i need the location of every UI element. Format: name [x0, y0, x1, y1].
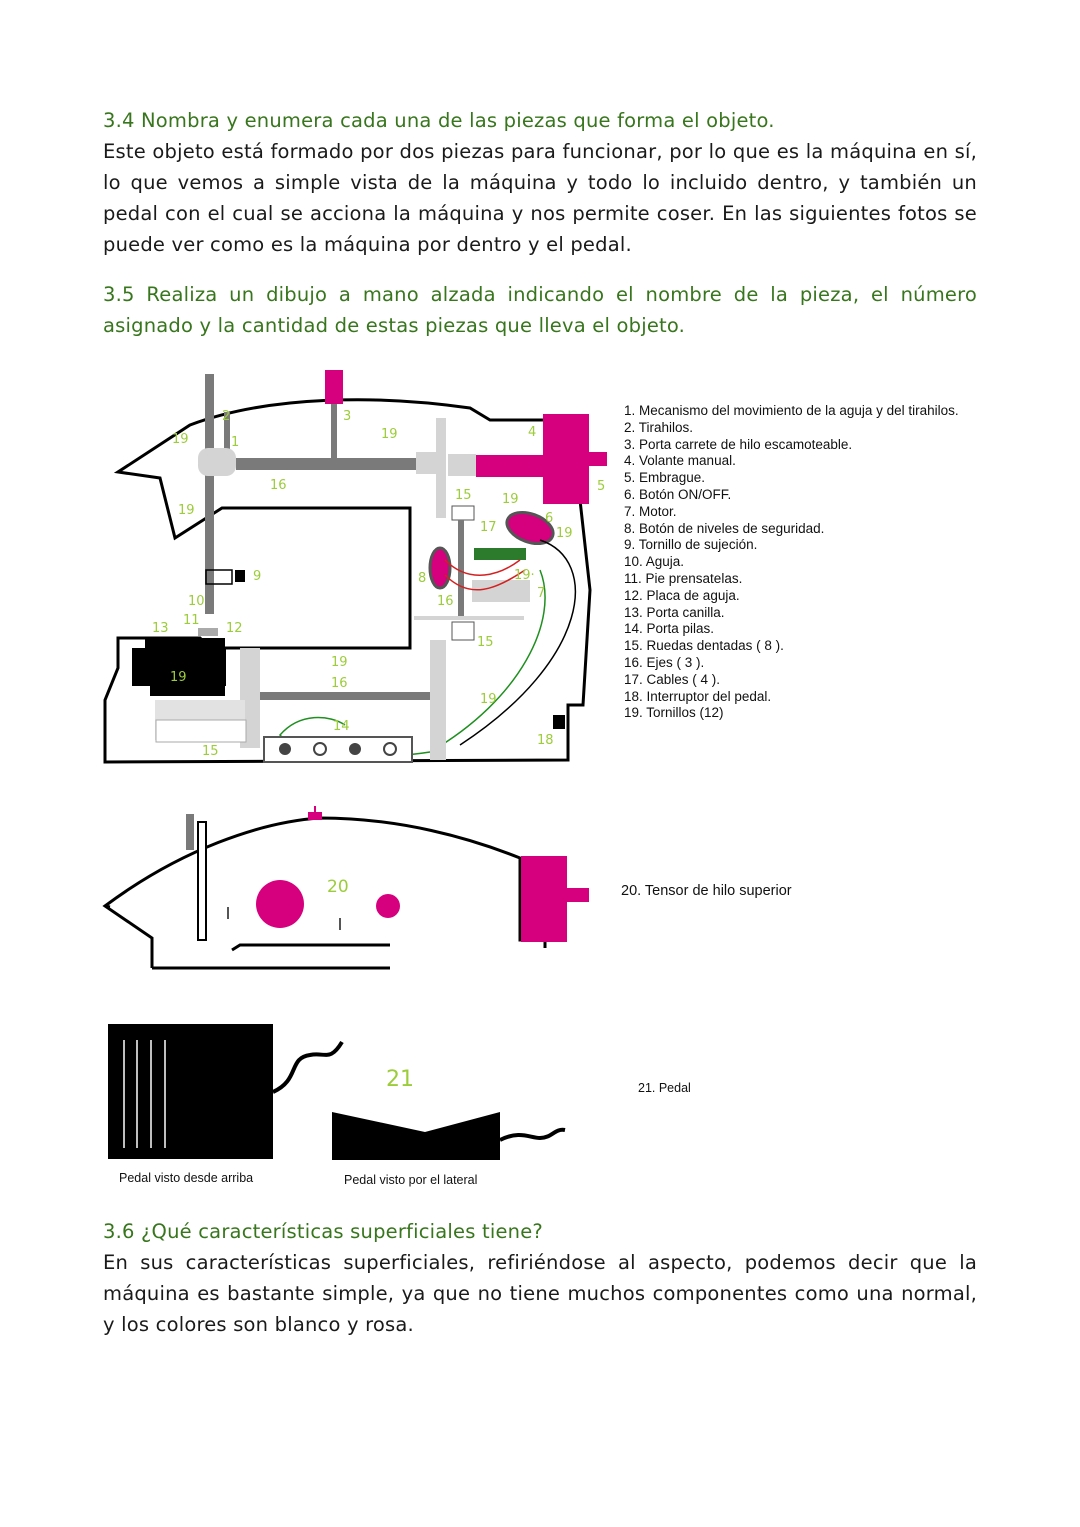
spool-holder-cap: [325, 370, 343, 404]
paragraph-3-4: Este objeto está formado por dos piezas para funcionar, por lo que es la máquina en sí, lo que vemos a simple vista de la máquina y todo lo incluido dentro, y también un pedal con el cual se acciona la máquina y nos permite coser. En las siguientes fotos se puede ver como es la máquina por dentro y el pedal.: [103, 140, 977, 256]
label-11: 11: [183, 613, 200, 628]
heading-3-4: 3.4 Nombra y enumera cada una de las piezas que forma el objeto.: [103, 109, 775, 132]
caption-pedal-top: Pedal visto desde arriba: [119, 1171, 254, 1185]
label-21: 21: [386, 1067, 414, 1092]
label-19c: 19: [178, 503, 195, 518]
legend-item: 10. Aguja.: [624, 554, 685, 570]
legend-item: 13. Porta canilla.: [624, 604, 725, 620]
label-1: 1: [231, 435, 240, 450]
legend-item: 5. Embrague.: [624, 470, 706, 486]
legend-item: 19. Tornillos (12): [624, 705, 724, 721]
label-8: 8: [418, 571, 427, 586]
pedal-top-cable: [273, 1042, 342, 1092]
label-15c: 15: [202, 744, 219, 759]
presser-foot: [198, 628, 218, 636]
legend-item: 7. Motor.: [624, 503, 677, 519]
label-19b: 19: [381, 427, 398, 442]
legend-item: 8. Botón de niveles de seguridad.: [624, 520, 825, 536]
label-18: 18: [537, 733, 554, 748]
legend-item: 4. Volante manual.: [624, 453, 736, 469]
label-20: 20: [327, 877, 349, 897]
thread-tensioner: [256, 880, 304, 928]
label-19h: 19: [480, 692, 497, 707]
exterior-handwheel: [521, 856, 567, 942]
pedal-side-cable: [500, 1130, 565, 1140]
needle-mechanism: [198, 448, 236, 476]
handwheel: [543, 414, 589, 504]
label-19: 19: [172, 432, 189, 447]
axle-top: [236, 458, 418, 470]
caption-pedal-side: Pedal visto por el lateral: [344, 1173, 478, 1187]
parts-legend: [624, 403, 959, 722]
label-17: 17: [480, 520, 497, 535]
label-16b: 16: [331, 676, 348, 691]
heading-3-6: 3.6 ¿Qué características superficiales tiene?: [103, 1220, 543, 1243]
legend-item: 11. Pie prensatelas.: [624, 570, 743, 586]
legend-item: 9. Tornillo de sujeción.: [624, 537, 758, 553]
legend-item: 15. Ruedas dentadas ( 8 ).: [624, 638, 784, 654]
clutch-shaft: [476, 455, 546, 477]
label-12: 12: [226, 621, 243, 636]
legend-21: 21. Pedal: [638, 1081, 691, 1095]
legend-item: 12. Placa de aguja.: [624, 587, 740, 603]
label-2: 2: [222, 409, 231, 424]
legend-item: 18. Interruptor del pedal.: [624, 688, 772, 704]
sewing-machine-interior-diagram: [0, 360, 620, 770]
label-7: 7: [537, 586, 546, 601]
pedal-diagram: [0, 1015, 620, 1165]
pedal-top-view: [108, 1024, 273, 1159]
sewing-machine-exterior-diagram: [0, 800, 620, 980]
label-16c: 16: [437, 594, 454, 609]
label-19e: 19·: [514, 568, 535, 583]
legend-item: 6. Botón ON/OFF.: [624, 486, 732, 502]
exterior-outline: [105, 818, 545, 968]
label-19i: 19: [170, 670, 187, 685]
axle-bottom: [260, 692, 430, 700]
label-19f: 19: [556, 526, 573, 541]
pedal-switch: [553, 715, 565, 729]
pedal-side-view: [332, 1112, 500, 1160]
legend-item: 14. Porta pilas.: [624, 621, 715, 637]
label-3: 3: [343, 409, 352, 424]
label-13: 13: [152, 621, 169, 636]
legend-item: 17. Cables ( 4 ).: [624, 671, 721, 687]
label-15: 15: [455, 488, 472, 503]
label-19d: 19: [502, 492, 519, 507]
label-9: 9: [253, 569, 262, 584]
label-4: 4: [528, 425, 537, 440]
legend-item: 3. Porta carrete de hilo escamoteable.: [624, 436, 853, 452]
label-6: 6: [545, 511, 554, 526]
wire-red: [445, 560, 520, 575]
legend-item: 16. Ejes ( 3 ).: [624, 654, 705, 670]
label-19g: 19: [331, 655, 348, 670]
label-5: 5: [597, 479, 606, 494]
legend-20: 20. Tensor de hilo superior: [621, 883, 792, 899]
legend-item: 2. Tirahilos.: [624, 419, 694, 435]
label-15b: 15: [477, 635, 494, 650]
label-16: 16: [270, 478, 287, 493]
paragraph-3-6: En sus características superficiales, refiriéndose al aspecto, podemos decir que la máquina es bastante simple, ya que no tiene muchos componentes como una normal, y los colores son blanco y rosa.: [103, 1251, 977, 1336]
heading-3-5: 3.5 Realiza un dibujo a mano alzada indicando el nombre de la pieza, el número asignado y la cantidad de estas piezas que lleva el objeto.: [103, 283, 977, 337]
label-14: 14: [333, 719, 350, 734]
label-10: 10: [188, 594, 205, 609]
legend-item: 1. Mecanismo del movimiento de la aguja y del tirahilos.: [624, 403, 959, 418]
safety-level-button: [430, 548, 450, 588]
